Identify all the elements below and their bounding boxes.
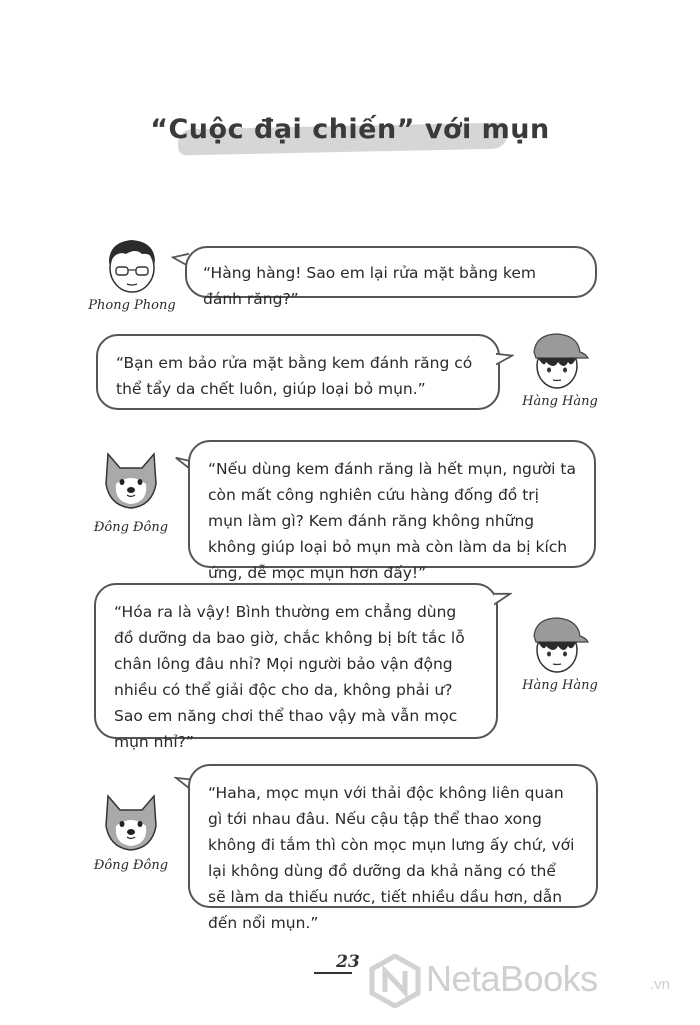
speech-bubble-4 [94,583,498,751]
speaker-name-hang-hang: Hàng Hàng [522,678,598,693]
dong-dong-avatar-icon [98,450,164,512]
dialog-text: “Bạn em bảo rửa mặt bằng kem đánh răng có thể tẩy da chết luôn, giúp loại bỏ mụn.” [116,354,473,398]
speech-bubble-3 [188,440,596,582]
chapter-title: “Cuộc đại chiến” với mụn [150,114,550,145]
dialog-text: “Hóa ra là vậy! Bình thường em chẳng dùng đồ dưỡng da bao giờ, chắc không bị bít tắc lỗ chân lông đâu nhỉ? Mọi người bảo vận động nhiều có thể giải độc cho da, không phải ư? Sao em năng chơi thể thao vậy mà vẫn mọc mụn nhỉ?” [114,603,465,751]
dong-dong-avatar-icon [98,792,164,854]
hang-hang-avatar-icon [524,612,590,676]
speaker-name-dong-dong: Đông Đông [93,520,169,535]
speaker-name-phong-phong: Phong Phong [88,298,176,313]
netabooks-logo-icon [368,954,422,1008]
page-number: 23 [336,952,360,972]
speech-bubble-1 [185,246,597,308]
watermark-brand: NetaBooks [426,958,598,999]
dialog-text: “Nếu dùng kem đánh răng là hết mụn, người ta còn mất công nghiên cứu hàng đống đồ trị mụn làm gì? Kem đánh răng không những không giúp loại bỏ mụn mà còn làm da bị kích ứng, dễ mọc mụn hơn đấy!” [208,460,576,582]
speaker-name-hang-hang: Hàng Hàng [522,394,598,409]
bubble-tail [496,352,514,370]
phong-phong-avatar-icon [96,234,168,296]
speaker-name-dong-dong: Đông Đông [93,858,169,873]
speech-bubble-5 [188,764,598,932]
dialog-text: “Haha, mọc mụn với thải độc không liên quan gì tới nhau đâu. Nếu cậu tập thể thao xong không đi tắm thì còn mọc mụn lưng ấy chứ, với lại không dùng đồ dưỡng da khả năng có thể sẽ làm da thiếu nước, tiết nhiều dầu hơn, dẫn đến nổi mụn.” [208,784,575,932]
bubble-tail [494,592,512,610]
dialog-text: “Hàng hàng! Sao em lại rửa mặt bằng kem đánh răng?” [203,264,536,308]
speech-bubble-2 [96,334,500,410]
netabooks-watermark [364,950,694,1012]
watermark-suffix: .vn [650,976,671,993]
hang-hang-avatar-icon [524,328,590,392]
page-number-underline [314,972,352,974]
chapter-title-block [0,100,700,170]
